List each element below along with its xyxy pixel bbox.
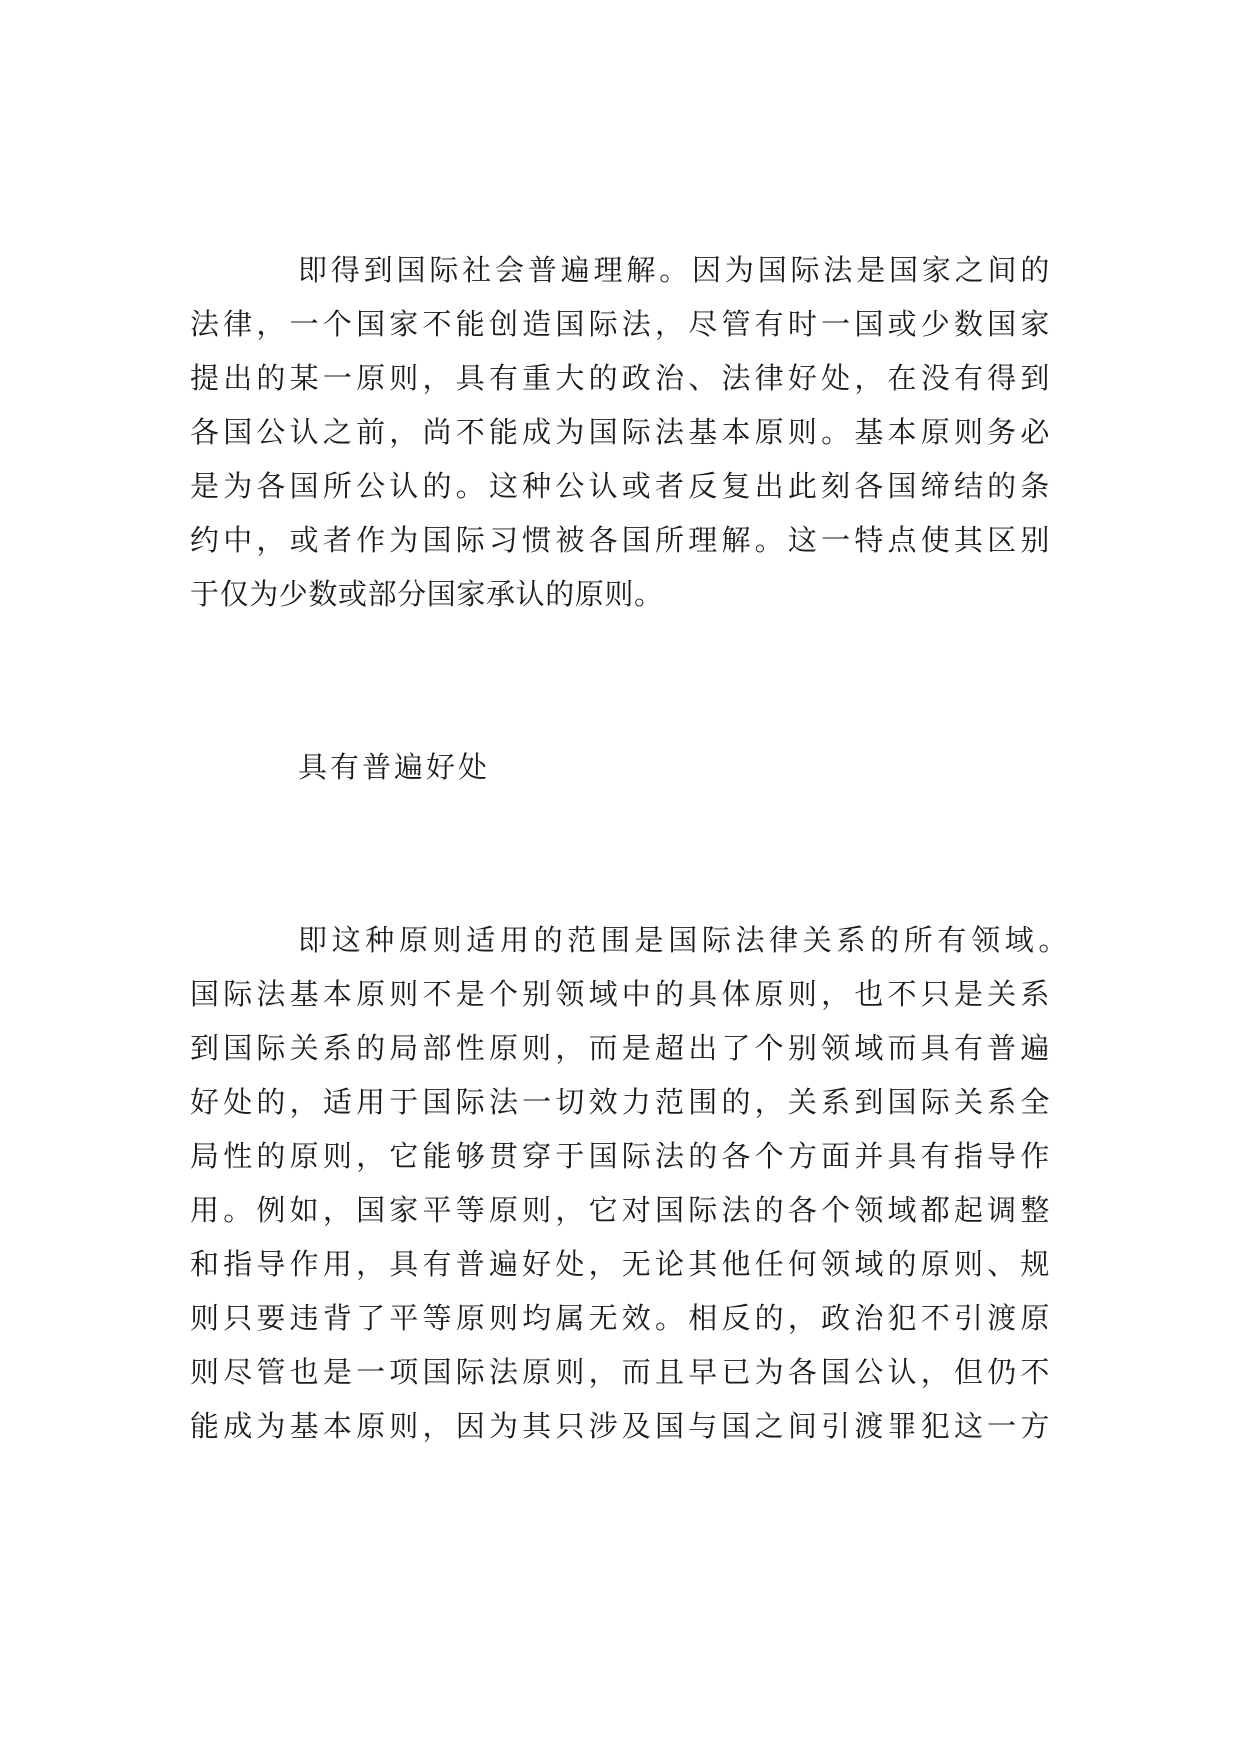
paragraph-1-line-2: 法律，一个国家不能创造国际法，尽管有时一国或少数国家 [190,307,1050,341]
paragraph-1-line-3: 提出的某一原则，具有重大的政治、法律好处，在没有得到 [190,361,1050,395]
paragraph-2-line-8: 则只要违背了平等原则均属无效。相反的，政治犯不引渡原 [190,1301,1050,1335]
paragraph-1-line-6: 约中，或者作为国际习惯被各国所理解。这一特点使其区别 [190,523,1050,557]
paragraph-2-line-5: 局性的原则，它能够贯穿于国际法的各个方面并具有指导作 [190,1139,1050,1173]
paragraph-1-line-4: 各国公认之前，尚不能成为国际法基本原则。基本原则务必 [190,415,1050,449]
paragraph-2-line-7: 和指导作用，具有普遍好处，无论其他任何领域的原则、规 [190,1247,1050,1281]
paragraph-2-line-2: 国际法基本原则不是个别领域中的具体原则，也不只是关系 [190,977,1050,1011]
paragraph-1-line-1: 即得到国际社会普遍理解。因为国际法是国家之间的 [298,253,1050,287]
paragraph-2-line-1: 即这种原则适用的范围是国际法律关系的所有领域。 [298,923,1068,957]
section-heading: 具有普遍好处 [298,750,491,784]
paragraph-2-line-10: 能成为基本原则，因为其只涉及国与国之间引渡罪犯这一方 [190,1409,1050,1443]
paragraph-1-line-7: 于仅为少数或部分国家承认的原则。 [190,577,664,611]
paragraph-1-line-5: 是为各国所公认的。这种公认或者反复出此刻各国缔结的条 [190,469,1050,503]
paragraph-2-line-3: 到国际关系的局部性原则，而是超出了个别领域而具有普遍 [190,1031,1050,1065]
paragraph-2-line-9: 则尽管也是一项国际法原则，而且早已为各国公认，但仍不 [190,1355,1050,1389]
paragraph-2-line-6: 用。例如，国家平等原则，它对国际法的各个领域都起调整 [190,1193,1050,1227]
paragraph-2-line-4: 好处的，适用于国际法一切效力范围的，关系到国际关系全 [190,1085,1050,1119]
